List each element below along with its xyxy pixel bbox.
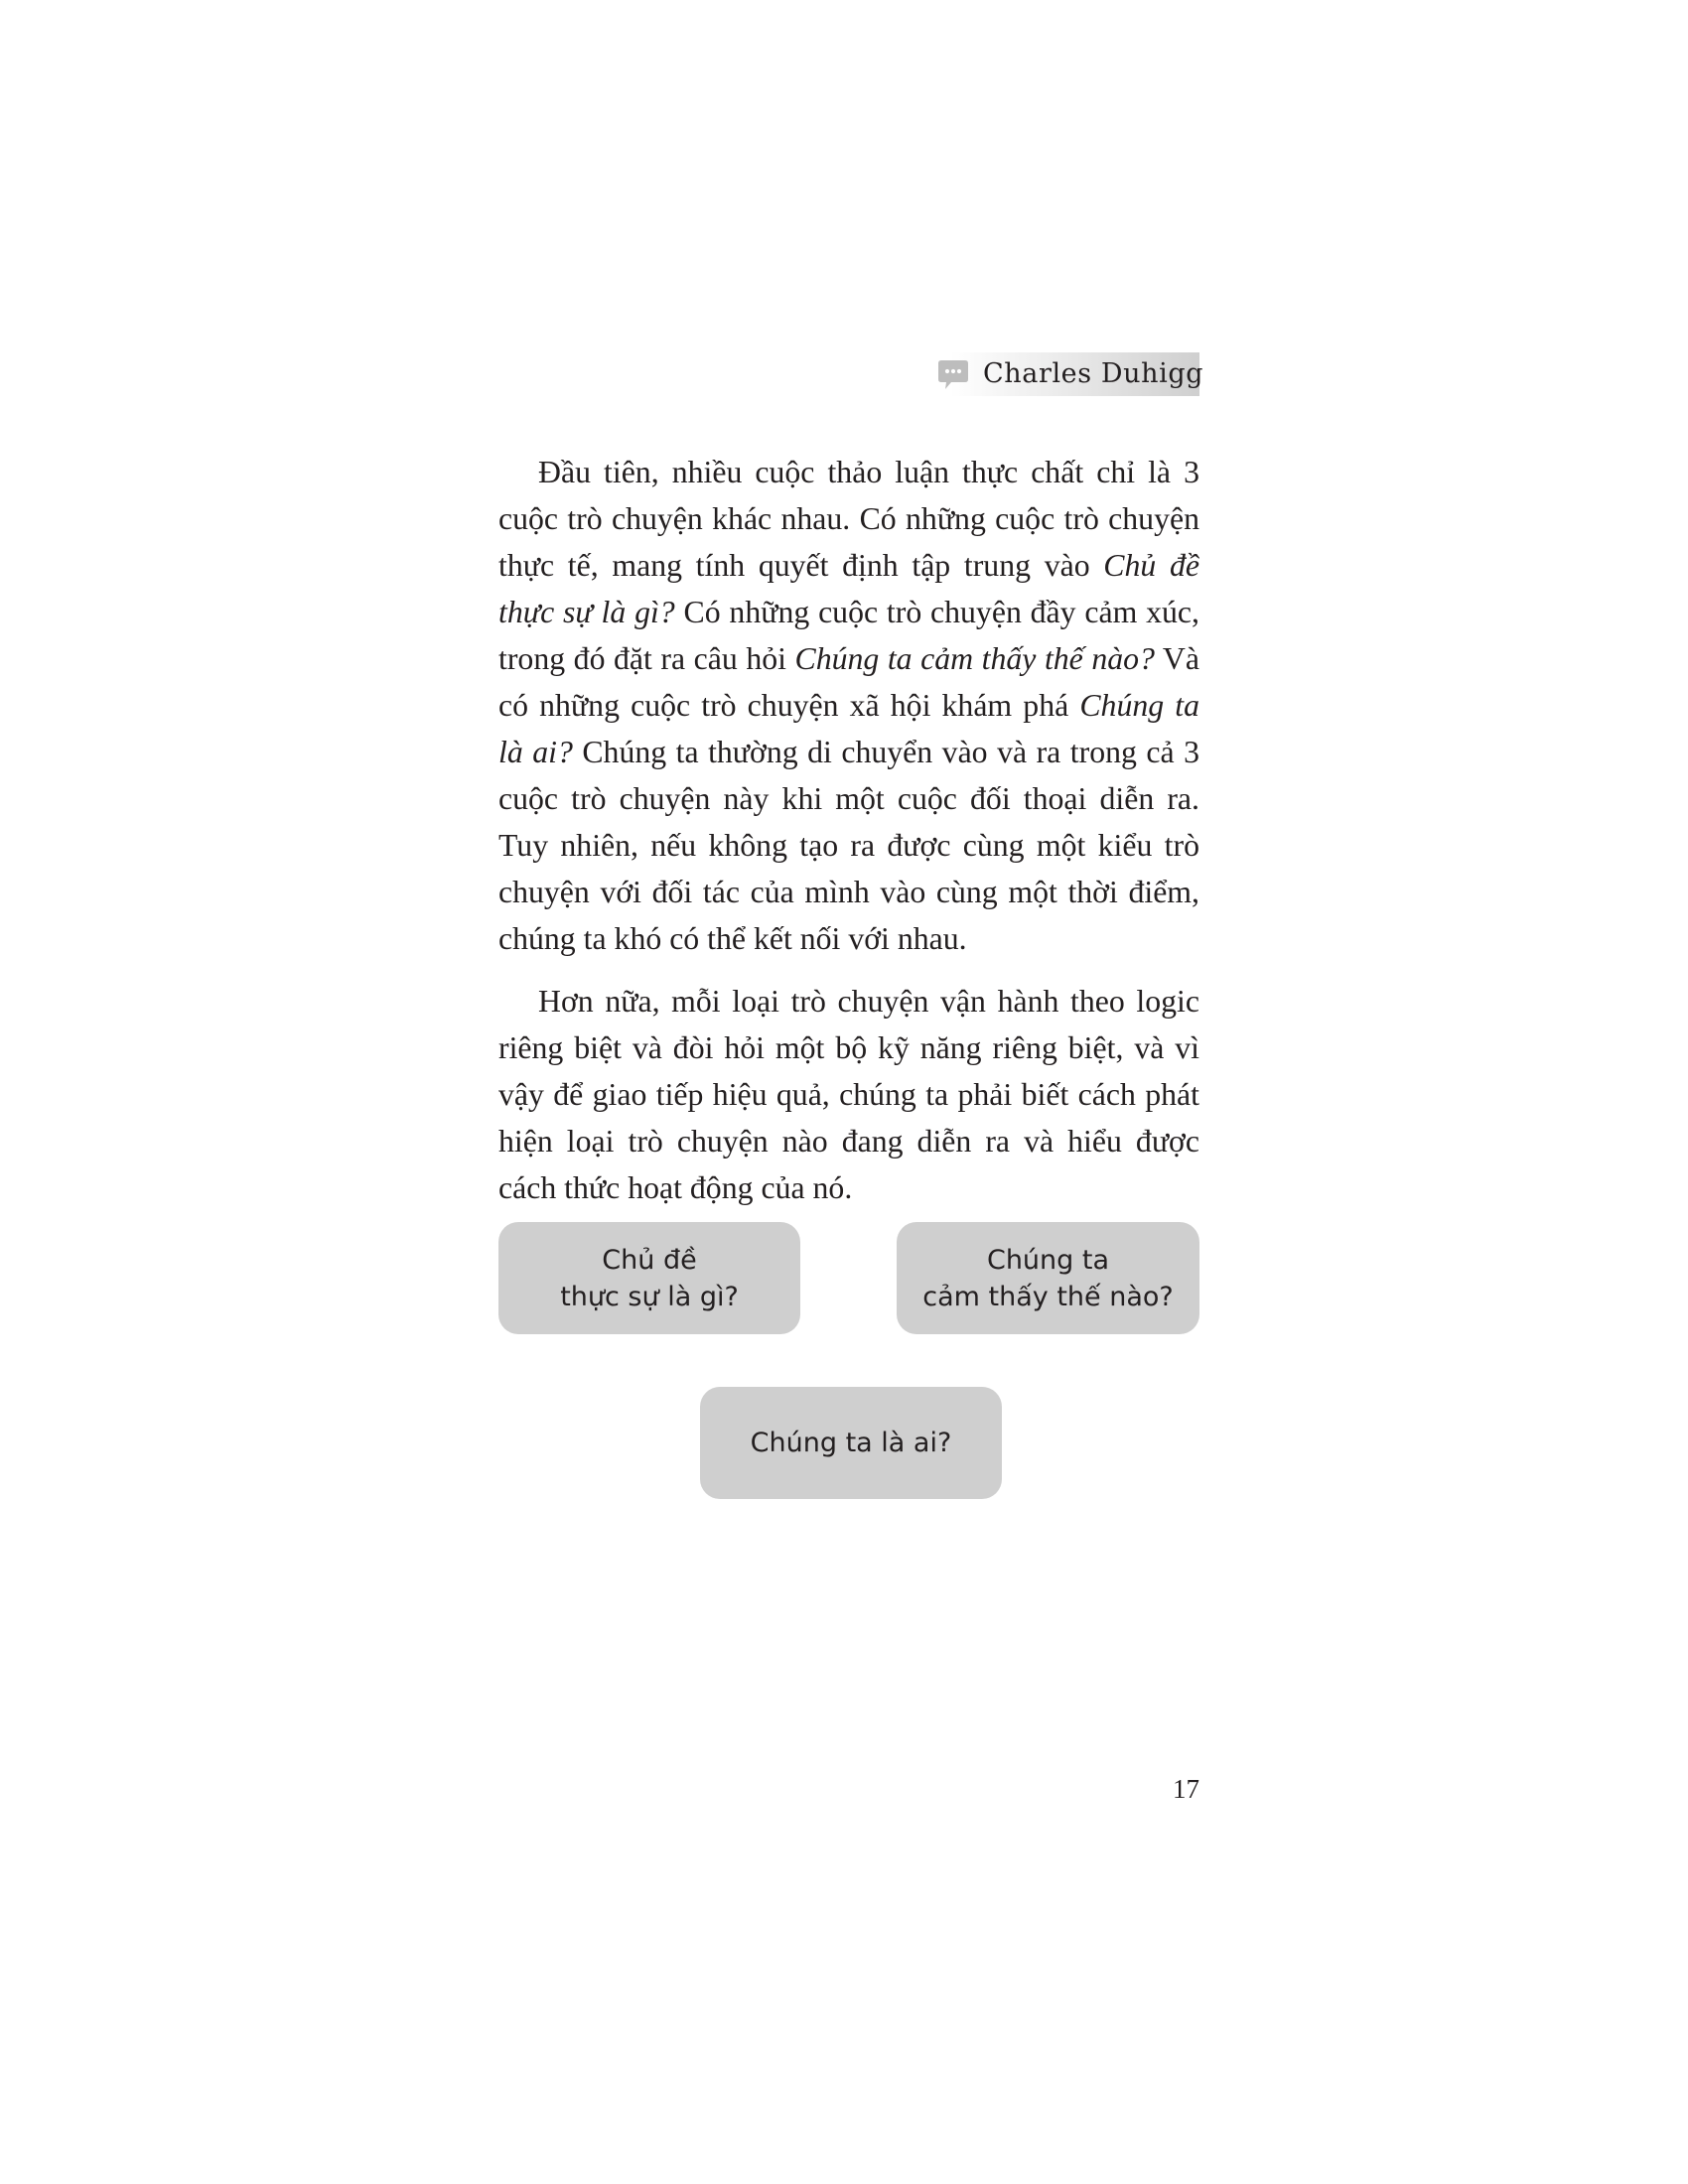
running-header-author: Charles Duhigg — [983, 358, 1204, 389]
pill-emotional-question: Chúng ta cảm thấy thế nào? — [897, 1222, 1199, 1334]
paragraph-1-segment: Có những cuộc trò chuyện đầy cảm xúc, trong đó đặt ra câu hỏi — [498, 595, 1199, 676]
italic-question-social: Chúng ta là ai? — [498, 688, 1200, 769]
italic-question-emotional: Chúng ta cảm thấy thế nào? — [794, 641, 1155, 676]
italic-question-practical: Chủ đề thực sự là gì? — [498, 548, 1199, 629]
body-text — [498, 449, 1199, 1211]
paragraph-1 — [498, 449, 1199, 962]
page-number: 17 — [1173, 1774, 1199, 1804]
chat-bubble-icon — [937, 358, 969, 392]
pill-practical-question: Chủ đề thực sự là gì? — [498, 1222, 800, 1334]
paragraph-1-segment: Chúng ta thường di chuyển vào và ra trong cả 3 cuộc trò chuyện này khi một cuộc đối thoại diễn ra. Tuy nhiên, nếu không tạo ra được cùng một kiểu trò chuyện với đối tác của mình vào cùng một thời điểm, chúng ta khó có thể kết nối với nhau. — [498, 735, 1199, 956]
paragraph-1-segment: Và có những cuộc trò chuyện xã hội khám phá — [498, 641, 1199, 723]
paragraph-2: Hơn nữa, mỗi loại trò chuyện vận hành theo logic riêng biệt và đòi hỏi một bộ kỹ năng riêng biệt, và vì vậy để giao tiếp hiệu quả, chúng ta phải biết cách phát hiện loại trò chuyện nào đang diễn ra và hiểu được cách thức hoạt động của nó. — [498, 984, 1199, 1205]
paragraph-1-segment: Đầu tiên, nhiều cuộc thảo luận thực chất chỉ là 3 cuộc trò chuyện khác nhau. Có những cuộc trò chuyện thực tế, mang tính quyết định tập trung vào — [498, 455, 1199, 583]
pill-social-question: Chúng ta là ai? — [700, 1387, 1002, 1499]
